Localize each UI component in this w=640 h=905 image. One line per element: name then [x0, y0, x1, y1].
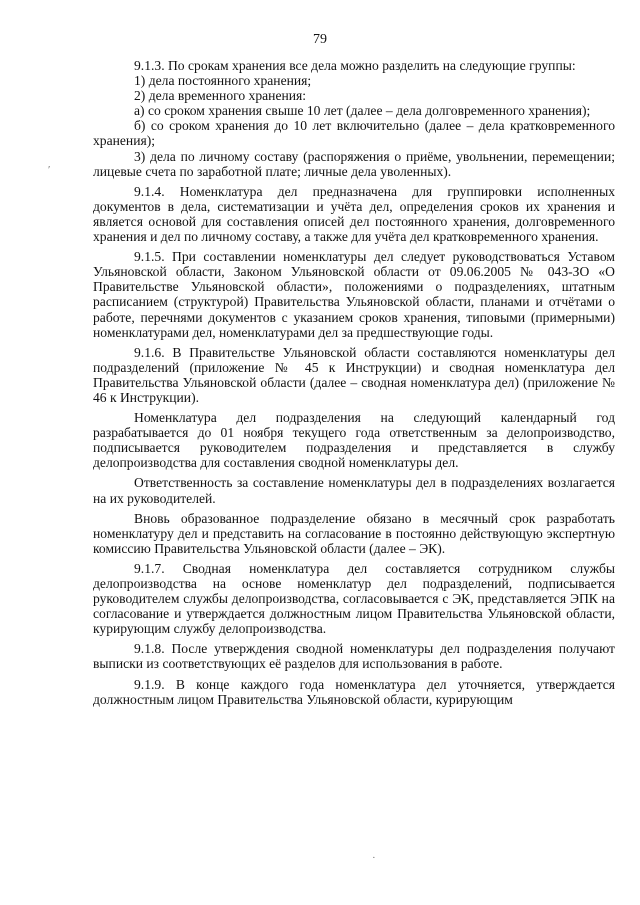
paragraph-responsibility: Ответственность за составление номенклатуры дел в подразделениях возлагается на их руководителей.: [93, 475, 615, 506]
list-item-2b: б) со сроком хранения до 10 лет включительно (далее – дела кратковременного хранения);: [93, 118, 615, 149]
scan-mark: ·: [372, 852, 376, 864]
list-item-2a: а) со сроком хранения свыше 10 лет (далее – дела долговременного хранения);: [134, 103, 591, 119]
paragraph-nomenclature-deadline: Номенклатура дел подразделения на следующий календарный год разрабатывается до 01 ноября текущего года ответственным за делопроизводство, подписывается руководителем подразделения и представляется в службу делопроизводства для составления сводной номенклатуры дел.: [93, 410, 615, 471]
paragraph-9-1-5: 9.1.5. При составлении номенклатуры дел следует руководствоваться Уставом Ульяновской области, Законом Ульяновской области от 09.06.2005 № 043-ЗО «О Правительстве Ульяновской области», положениями о подразделениях, штатным расписанием (структурой) Правительства Ульяновской области, планами и отчётами о работе, перечнями документов с указанием сроков хранения, типовыми (примерными) номенклатурами дел, номенклатурами дел за предшествующие годы.: [93, 249, 615, 340]
document-body: [93, 58, 615, 707]
paragraph-9-1-4: 9.1.4. Номенклатура дел предназначена для группировки исполненных документов в дела, систематизации и учёта дел, определения сроков их хранения и является основой для составления описей дел постоянного хранения, долговременного хранения и дел по личному составу, а также для учёта дел кратковременного хранения.: [93, 183, 615, 245]
paragraph-new-unit: Вновь образованное подразделение обязано в месячный срок разработать номенклатуру дел и представить на согласование в постоянно действующую экспертную комиссию Правительства Ульяновской области (далее – ЭК).: [93, 510, 615, 556]
paragraph-9-1-9: 9.1.9. В конце каждого года номенклатура дел уточняется, утверждается должностным лицом Правительства Ульяновской области, курирующим: [93, 676, 615, 707]
paragraph-9-1-6: 9.1.6. В Правительстве Ульяновской области составляются номенклатуры дел подразделений (приложение № 45 к Инструкции) и сводная номенклатура дел Правительства Ульяновской области (далее – сводная номенклатура дел) (приложение № 46 к Инструкции).: [93, 344, 615, 405]
paragraph-9-1-8: 9.1.8. После утверждения сводной номенклатуры дел подразделения получают выписки из соответствующих её разделов для использования в работе.: [93, 641, 615, 672]
list-item-3: 3) дела по личному составу (распоряжения о приёме, увольнении, перемещении; лицевые счета по заработной плате; личные дела уволенных).: [93, 148, 615, 179]
paragraph-9-1-3: 9.1.3. По срокам хранения все дела можно разделить на следующие группы:: [134, 58, 576, 73]
page-number: 79: [313, 32, 327, 47]
list-item-2: 2) дела временного хранения:: [134, 88, 307, 104]
scan-mark: ′: [48, 164, 51, 176]
list-item-1: 1) дела постоянного хранения;: [134, 73, 312, 89]
paragraph-9-1-7: 9.1.7. Сводная номенклатура дел составляется сотрудником службы делопроизводства на основе номенклатур дел подразделений, подписывается руководителем службы делопроизводства, согласовывается с ЭК, представляется ЭПК на согласование и утверждается должностным лицом Правительства Ульяновской области, курирующим службу делопроизводства.: [93, 560, 615, 637]
